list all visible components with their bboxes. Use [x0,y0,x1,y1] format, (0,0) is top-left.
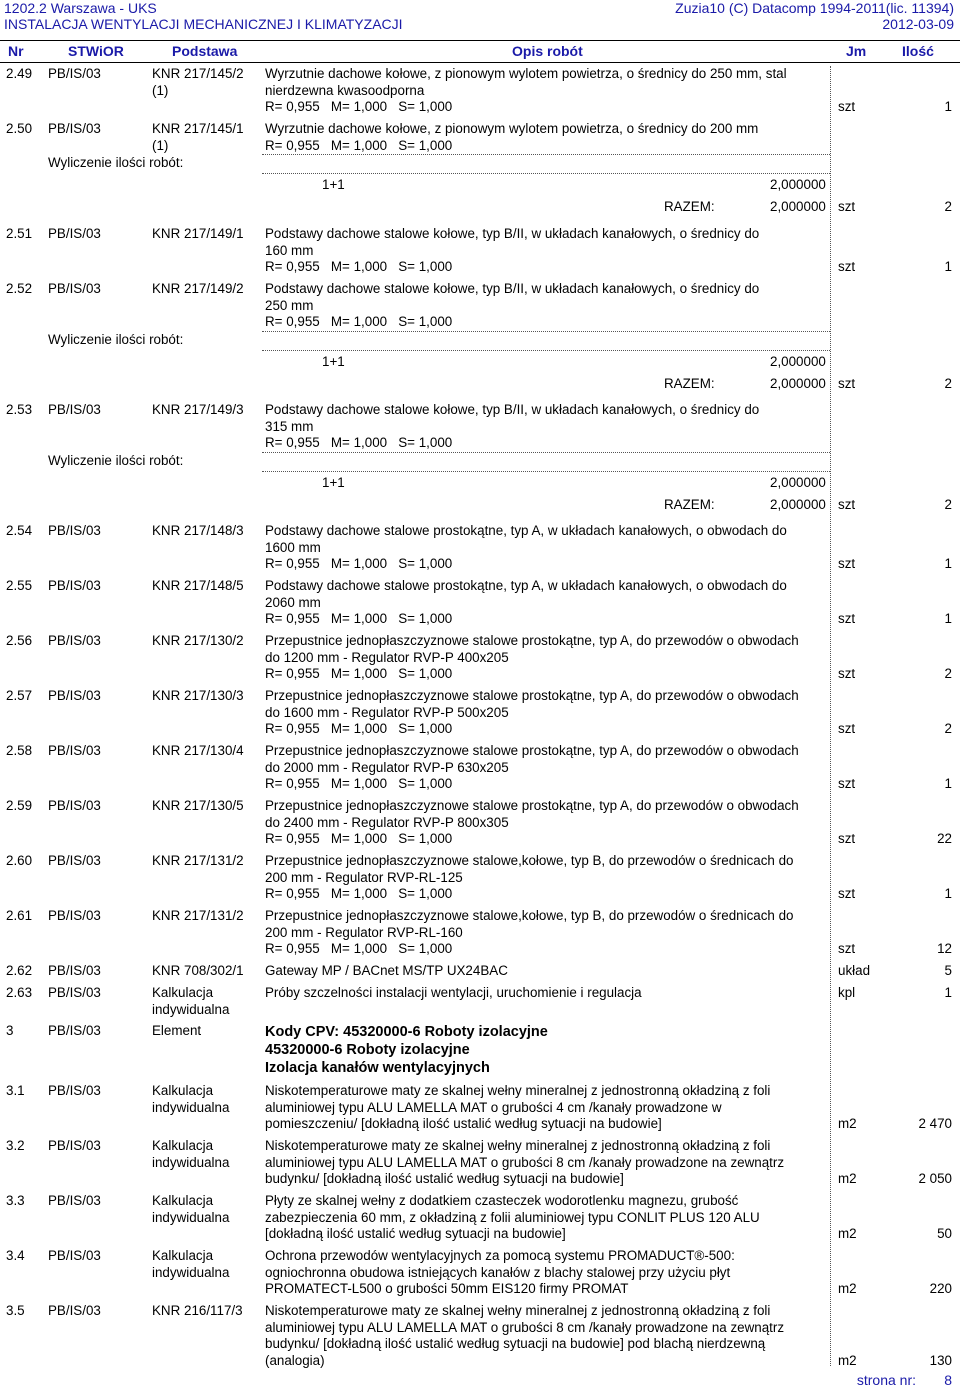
row-unit: szt [838,776,856,791]
dotted-separator [262,452,830,453]
row-number: 3.5 [6,1303,25,1318]
row-stwior: PB/IS/03 [48,402,101,417]
row-description: Ochrona przewodów wentylacyjnych za pomocą systemu PROMADUCT®-500: [265,1248,735,1263]
row-description: do 2000 mm - Regulator RVP-P 630x205 [265,759,509,775]
row-description: Wyrzutnie dachowe kołowe, z pionowym wylotem powietrza, o średnicy do 200 mm [265,121,759,136]
row-description: pomieszczeniu/ [dokładną ilość ustalić według sytuacji na budowie] [265,1116,662,1131]
row-unit: szt [838,99,856,114]
row-rms-factors: R= 0,955 M= 1,000 S= 1,000 [265,137,453,153]
row-stwior: PB/IS/03 [48,743,101,758]
row-unit: szt [838,375,856,391]
row-number: 3.4 [6,1248,25,1263]
razem-value: 2,000000 [770,375,826,391]
row-description: Niskotemperaturowe maty ze skalnej wełny mineralnej z jednostronną okładziną z foli [265,1303,771,1318]
row-podstawa-2: indywidualna [152,1154,230,1170]
row-unit: szt [838,199,856,214]
row-quantity: 2 [944,496,952,512]
row-rms-factors: R= 0,955 M= 1,000 S= 1,000 [265,721,453,736]
row-description: Podstawy dachowe stalowe kołowe, typ B/II, w układach kanałowych, o średnicy do [265,402,760,417]
row-number: 3 [6,1023,14,1038]
row-number: 2.61 [6,908,33,923]
row-podstawa: KNR 217/145/1 [152,121,244,136]
row-podstawa-2: (1) [152,82,169,98]
section-title: INSTALACJA WENTYLACJI MECHANICZNEJ I KLIMATYZACJI [4,16,403,32]
row-quantity: 1 [944,611,952,626]
row-number: 2.50 [6,121,33,136]
row-description: 200 mm - Regulator RVP-RL-160 [265,924,463,940]
row-rms-factors: R= 0,955 M= 1,000 S= 1,000 [265,556,453,571]
row-podstawa: KNR 217/131/2 [152,908,244,923]
row-description: do 2400 mm - Regulator RVP-P 800x305 [265,814,509,830]
row-unit: układ [838,963,871,978]
row-number: 2.49 [6,66,33,81]
row-quantity: 5 [944,963,952,978]
row-description: Przepustnice jednopłaszczyznowe stalowe prostokątne, typ A, do przewodów o obwodach [265,743,799,758]
row-description: do 1200 mm - Regulator RVP-P 400x205 [265,649,509,665]
row-podstawa: KNR 708/302/1 [152,963,244,978]
row-description: Próby szczelności instalacji wentylacji, uruchomienie i regulacja [265,985,642,1000]
row-description: (analogia) [265,1352,325,1368]
row-stwior: PB/IS/03 [48,523,101,538]
row-stwior: PB/IS/03 [48,853,101,868]
row-description: 1600 mm [265,539,321,555]
row-description: Przepustnice jednopłaszczyznowe stalowe,kołowe, typ B, do przewodów o średnicach do [265,853,794,868]
row-rms-factors: R= 0,955 M= 1,000 S= 1,000 [265,435,453,450]
row-podstawa: Kalkulacja [152,1248,214,1263]
row-description: Podstawy dachowe stalowe kołowe, typ B/II, w układach kanałowych, o średnicy do [265,281,760,296]
row-podstawa: Kalkulacja [152,1083,214,1098]
row-description: Izolacja kanałów wentylacyjnych [265,1060,490,1076]
dotted-separator [262,173,830,174]
row-description: budynku/ [dokładną ilość ustalić według sytuacji na budowie] pod blachą nierdzewną [265,1336,766,1351]
calc-expression: 1+1 [322,353,345,369]
row-quantity: 12 [937,941,952,956]
row-unit: szt [838,611,856,626]
row-stwior: PB/IS/03 [48,66,101,81]
row-number: 2.62 [6,963,33,978]
row-number: 2.56 [6,633,33,648]
row-description: Przepustnice jednopłaszczyznowe stalowe prostokątne, typ A, do przewodów o obwodach [265,688,799,703]
row-unit: kpl [838,985,856,1000]
row-number: 2.53 [6,402,33,417]
row-podstawa: KNR 217/148/5 [152,578,244,593]
row-rms-factors: R= 0,955 M= 1,000 S= 1,000 [265,941,453,956]
row-description: 315 mm [265,418,314,434]
row-description: Niskotemperaturowe maty ze skalnej wełny mineralnej z jednostronną okładziną z foli [265,1083,771,1098]
page-label: strona nr: [856,1372,916,1388]
row-unit: m2 [838,1281,857,1296]
row-podstawa: KNR 217/149/1 [152,226,244,241]
row-description: PROMATECT-L500 o grubości 50mm EIS120 firmy PROMAT [265,1281,629,1296]
row-quantity: 2 470 [918,1116,952,1131]
row-description: 160 mm [265,242,314,258]
col-stwior: STWiOR [68,43,124,59]
row-quantity: 2 [944,199,952,214]
row-rms-factors: R= 0,955 M= 1,000 S= 1,000 [265,886,453,901]
row-number: 3.2 [6,1138,25,1153]
row-podstawa: Kalkulacja [152,1193,214,1208]
row-number: 3.3 [6,1193,25,1208]
dotted-separator [262,331,830,332]
row-stwior: PB/IS/03 [48,1193,101,1208]
row-number: 2.55 [6,578,33,593]
calc-value: 2,000000 [770,474,826,490]
row-rms-factors: R= 0,955 M= 1,000 S= 1,000 [265,314,453,329]
row-quantity: 2 050 [918,1171,952,1186]
row-number: 2.52 [6,281,33,296]
row-description: Podstawy dachowe stalowe kołowe, typ B/II, w układach kanałowych, o średnicy do [265,226,760,241]
row-number: 2.59 [6,798,33,813]
row-description: Gateway MP / BACnet MS/TP UX24BAC [265,963,508,978]
row-podstawa-2: indywidualna [152,1001,230,1017]
row-stwior: PB/IS/03 [48,908,101,923]
row-unit: m2 [838,1226,857,1241]
dotted-separator [262,154,830,155]
razem-label: RAZEM: [664,496,715,512]
row-unit: szt [838,496,856,512]
row-number: 2.57 [6,688,33,703]
row-podstawa-2: (1) [152,137,169,153]
row-unit: szt [838,886,856,901]
row-quantity: 2 [944,721,952,736]
row-stwior: PB/IS/03 [48,688,101,703]
row-description: nierdzewna kwasoodporna [265,82,425,98]
row-rms-factors: R= 0,955 M= 1,000 S= 1,000 [265,99,453,114]
row-description: aluminiowej typu ALU LAMELLA MAT o grubości 4 cm /kanały prowadzone w [265,1099,722,1115]
row-podstawa-2: indywidualna [152,1099,230,1115]
software-info: Zuzia10 (C) Datacomp 1994-2011(lic. 11394) [675,0,954,16]
row-stwior: PB/IS/03 [48,633,101,648]
row-podstawa: KNR 217/145/2 [152,66,244,81]
row-description: ogniochronna obudowa istniejących kanałów z blachy stalowej przy użyciu płyt [265,1264,731,1280]
row-stwior: PB/IS/03 [48,226,101,241]
row-quantity: 22 [937,831,952,846]
row-podstawa: KNR 217/130/4 [152,743,244,758]
row-description: 250 mm [265,297,314,313]
calc-label: Wyliczenie ilości robót: [48,155,184,170]
row-rms-factors: R= 0,955 M= 1,000 S= 1,000 [265,611,453,626]
print-date: 2012-03-09 [882,16,954,32]
row-unit: szt [838,259,856,274]
calc-value: 2,000000 [770,177,826,192]
row-description: Podstawy dachowe stalowe prostokątne, typ A, w układach kanałowych, o obwodach do [265,523,787,538]
row-podstawa-2: indywidualna [152,1264,230,1280]
row-unit: szt [838,666,856,681]
row-quantity: 1 [944,776,952,791]
row-stwior: PB/IS/03 [48,578,101,593]
row-description: aluminiowej typu ALU LAMELLA MAT o grubości 8 cm /kanały prowadzone na zewnątrz [265,1319,785,1335]
row-stwior: PB/IS/03 [48,963,101,978]
row-podstawa-2: indywidualna [152,1209,230,1225]
row-unit: szt [838,556,856,571]
row-number: 2.51 [6,226,33,241]
row-description: zabezpieczenia 60 mm, z okładziną z folii aluminiowej typu CONLIT PLUS 120 ALU [265,1209,760,1225]
row-podstawa: KNR 217/149/2 [152,281,244,296]
row-description: Przepustnice jednopłaszczyznowe stalowe prostokątne, typ A, do przewodów o obwodach [265,798,799,813]
row-unit: m2 [838,1352,857,1368]
col-jm: Jm [846,43,867,59]
row-description: Wyrzutnie dachowe kołowe, z pionowym wylotem powietrza, o średnicy do 250 mm, stal [265,66,787,81]
row-stwior: PB/IS/03 [48,1138,101,1153]
row-description: 2060 mm [265,594,321,610]
col-podstawa: Podstawa [172,43,238,59]
razem-value: 2,000000 [770,199,826,214]
row-quantity: 1 [944,556,952,571]
row-quantity: 130 [929,1352,952,1368]
row-quantity: 1 [944,985,952,1000]
row-description: do 1600 mm - Regulator RVP-P 500x205 [265,704,509,720]
row-podstawa: KNR 217/130/5 [152,798,244,813]
row-podstawa: KNR 217/130/2 [152,633,244,648]
row-number: 2.60 [6,853,33,868]
row-podstawa: Kalkulacja [152,1138,214,1153]
row-stwior: PB/IS/03 [48,1023,101,1038]
row-description: Podstawy dachowe stalowe prostokątne, typ A, w układach kanałowych, o obwodach do [265,578,787,593]
row-stwior: PB/IS/03 [48,121,101,136]
row-quantity: 50 [937,1226,952,1241]
row-number: 2.58 [6,743,33,758]
razem-label: RAZEM: [664,375,715,391]
dotted-separator [262,471,830,472]
row-description: Płyty ze skalnej wełny z dodatkiem czasteczek wodorotlenku magnezu, grubość [265,1193,739,1208]
row-podstawa: KNR 217/149/3 [152,402,244,417]
table-header [0,40,960,63]
row-quantity: 1 [944,99,952,114]
row-rms-factors: R= 0,955 M= 1,000 S= 1,000 [265,776,453,791]
row-quantity: 1 [944,259,952,274]
page-header [0,0,960,38]
row-unit: m2 [838,1171,857,1186]
row-stwior: PB/IS/03 [48,1248,101,1263]
row-description: Kody CPV: 45320000-6 Roboty izolacyjne [265,1024,548,1040]
row-unit: szt [838,941,856,956]
row-quantity: 2 [944,375,952,391]
row-number: 3.1 [6,1083,25,1098]
row-unit: szt [838,721,856,736]
row-rms-factors: R= 0,955 M= 1,000 S= 1,000 [265,259,453,274]
row-podstawa: KNR 216/117/3 [152,1303,243,1318]
calc-expression: 1+1 [322,177,345,192]
row-quantity: 1 [944,886,952,901]
row-description: aluminiowej typu ALU LAMELLA MAT o grubości 8 cm /kanały prowadzone na zewnątrz [265,1154,785,1170]
row-podstawa: Kalkulacja [152,985,214,1000]
row-podstawa: KNR 217/148/3 [152,523,244,538]
row-description: Niskotemperaturowe maty ze skalnej wełny mineralnej z jednostronną okładziną z foli [265,1138,771,1153]
row-stwior: PB/IS/03 [48,1303,101,1318]
column-divider [830,66,831,1366]
col-nr: Nr [8,43,24,59]
col-ilosc: Ilość [902,43,934,59]
page-number: 8 [944,1372,952,1388]
row-number: 2.54 [6,523,33,538]
calc-label: Wyliczenie ilości robót: [48,452,184,468]
row-podstawa: KNR 217/130/3 [152,688,244,703]
row-number: 2.63 [6,985,33,1000]
razem-value: 2,000000 [770,496,826,512]
row-stwior: PB/IS/03 [48,985,101,1000]
row-stwior: PB/IS/03 [48,281,101,296]
row-stwior: PB/IS/03 [48,798,101,813]
row-description: Przepustnice jednopłaszczyznowe stalowe,kołowe, typ B, do przewodów o średnicach do [265,908,794,923]
row-podstawa: KNR 217/131/2 [152,853,244,868]
row-description: [dokładną ilość ustalić według sytuacji na budowie] [265,1226,566,1241]
row-rms-factors: R= 0,955 M= 1,000 S= 1,000 [265,666,453,681]
row-description: 45320000-6 Roboty izolacyjne [265,1042,470,1058]
dotted-separator [262,350,830,351]
calc-label: Wyliczenie ilości robót: [48,331,184,347]
row-unit: m2 [838,1116,857,1131]
razem-label: RAZEM: [664,199,715,214]
row-quantity: 2 [944,666,952,681]
row-description: Przepustnice jednopłaszczyznowe stalowe prostokątne, typ A, do przewodów o obwodach [265,633,799,648]
row-unit: szt [838,831,856,846]
calc-value: 2,000000 [770,353,826,369]
col-opis: Opis robót [512,43,583,59]
row-podstawa: Element [152,1023,202,1038]
row-description: 200 mm - Regulator RVP-RL-125 [265,869,463,885]
row-quantity: 220 [929,1281,952,1296]
row-description: budynku/ [dokładną ilość ustalić według sytuacji na budowie] [265,1171,624,1186]
row-rms-factors: R= 0,955 M= 1,000 S= 1,000 [265,831,453,846]
calc-expression: 1+1 [322,474,345,490]
row-stwior: PB/IS/03 [48,1083,101,1098]
project-title: 1202.2 Warszawa - UKS [4,0,157,16]
